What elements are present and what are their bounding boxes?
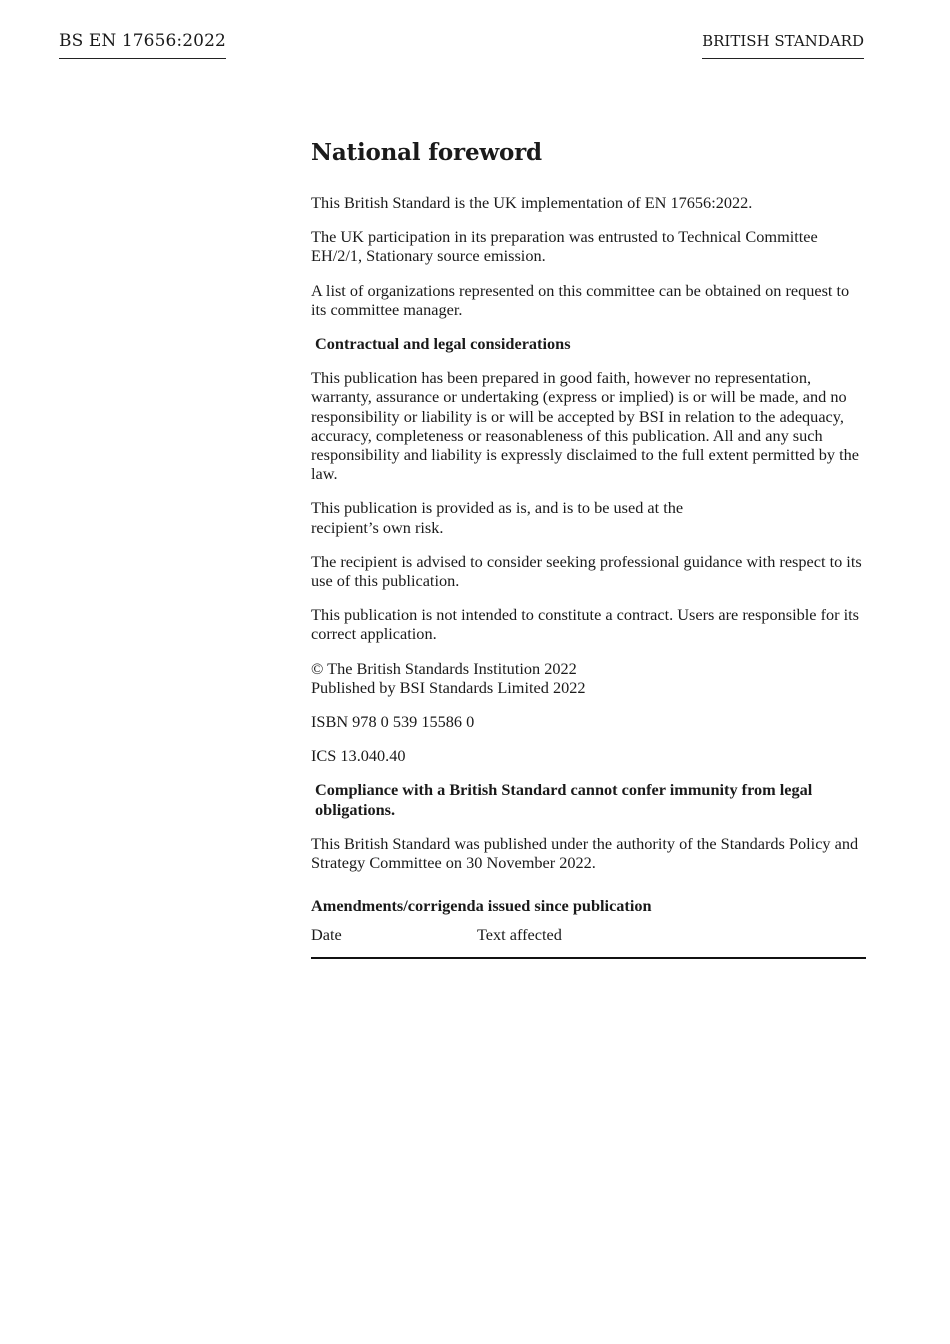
disclaimer-paragraph: This publication has been prepared in good faith, however no representation, warranty, assurance or undertaking (express or implied) is or will be made, and no responsibility or liability is or will be accepted by BSI in relation to the adequacy, accuracy, completeness or reasonableness of this publication. All and any such responsibility and liability is expressly disclaimed to the full extent permitted by the law.	[311, 368, 860, 484]
amendments-heading: Amendments/corrigenda issued since publication	[311, 896, 652, 916]
committee-paragraph: The UK participation in its preparation was entrusted to Technical Committee EH/2/1, Stationary source emission.	[311, 227, 818, 266]
guidance-paragraph: The recipient is advised to consider seeking professional guidance with respect to its use of this publication.	[311, 551, 862, 591]
contract-paragraph: This publication is not intended to constitute a contract. Users are responsible for its correct application.	[311, 605, 860, 644]
foreword-body	[311, 138, 866, 959]
publisher-line: Published by BSI Standards Limited 2022	[311, 677, 586, 697]
document-series: BRITISH STANDARD	[702, 31, 864, 59]
amendments-table	[311, 925, 866, 958]
authority-paragraph: This British Standard was published under the authority of the Standards Policy and Strategy Committee on 30 November 2022.	[311, 833, 859, 873]
ics-code: ICS 13.040.40	[311, 746, 406, 766]
page-title: National foreword	[311, 139, 542, 166]
intro-paragraph: This British Standard is the UK implementation of EN 17656:2022.	[311, 193, 753, 212]
contractual-heading: Contractual and legal considerations	[315, 334, 571, 354]
amendments-text-header: Text affected	[477, 925, 562, 945]
document-id: BS EN 17656:2022	[59, 30, 226, 59]
organizations-paragraph: A list of organizations represented on this committee can be obtained on request to its committee manager.	[311, 280, 850, 319]
isbn: ISBN 978 0 539 15586 0	[311, 712, 475, 732]
amendments-date-header: Date	[311, 925, 342, 945]
as-is-line-1: This publication is provided as is, and is to be used at the	[311, 498, 684, 518]
compliance-notice: Compliance with a British Standard cannot confer immunity from legal obligations.	[315, 780, 813, 819]
as-is-line-2: recipient’s own risk.	[311, 517, 444, 537]
as-is-paragraph	[311, 498, 866, 536]
copyright-line: © The British Standards Institution 2022	[311, 658, 577, 678]
copyright-block	[311, 659, 866, 697]
